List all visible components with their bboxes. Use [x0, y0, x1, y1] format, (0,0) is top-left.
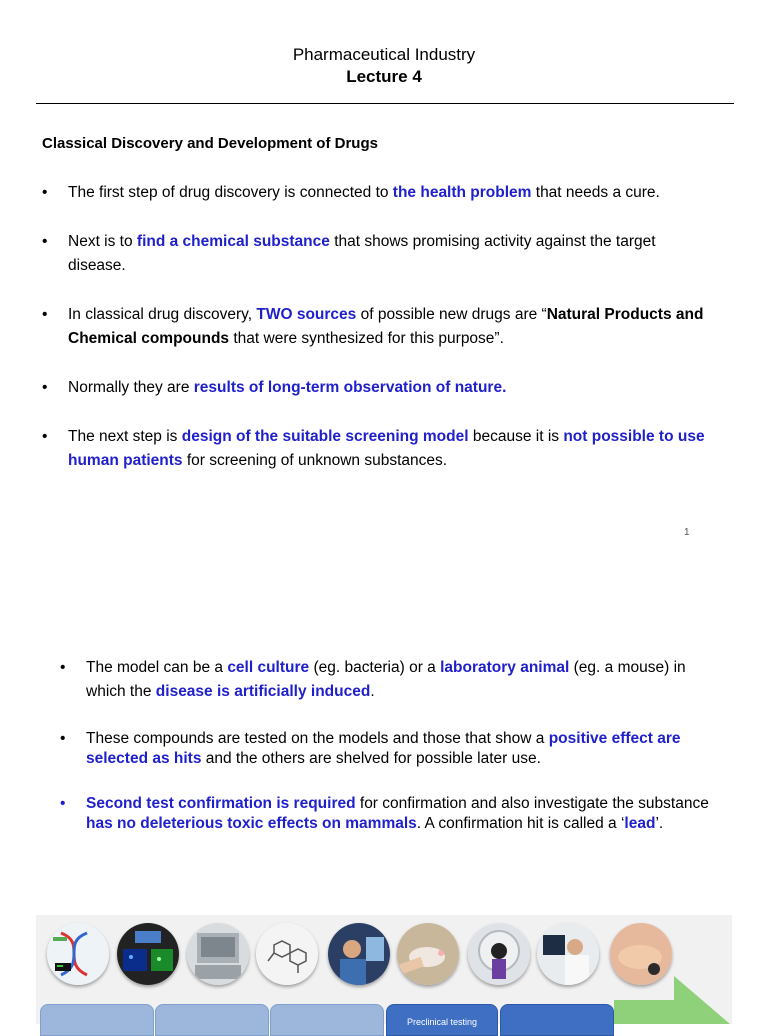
bullet-marker: • — [60, 795, 66, 812]
laboratory-image — [187, 923, 249, 985]
researcher-image — [328, 923, 390, 985]
pipeline-step-2 — [155, 1004, 269, 1036]
bullet-text: (eg. a mouse) in which the — [86, 659, 686, 700]
cell-culture-image — [117, 923, 179, 985]
mouse-image — [397, 923, 459, 985]
highlighted-text: has no deleterious toxic effects on mammals — [86, 815, 417, 832]
bullet-text: . — [370, 683, 375, 700]
bullet-text: The first step of drug discovery is connected to — [68, 184, 393, 201]
bullet-text: of possible new drugs are “ — [356, 306, 547, 323]
molecule-image — [256, 923, 318, 985]
bullet-marker: • — [42, 379, 48, 396]
highlighted-text: results of long-term observation of nature. — [193, 379, 507, 396]
bullet-text: and the others are shelved for possible later use. — [201, 750, 541, 767]
slide2-bullet-list — [60, 656, 716, 859]
pipeline-step-3 — [270, 1004, 384, 1036]
scanner-image — [468, 923, 530, 985]
pipeline-step-1 — [40, 1004, 154, 1036]
bullet-text: Next is to — [68, 233, 137, 250]
bullet-marker: • — [42, 428, 48, 445]
document-header — [0, 44, 768, 88]
bullet-marker: • — [42, 184, 48, 201]
pipeline-step-preclinical: Preclinical testing — [386, 1004, 498, 1036]
bullet-item — [60, 656, 716, 704]
bullet-text: that shows promising activity against the target disease. — [68, 233, 656, 274]
bullet-item — [42, 376, 708, 400]
bullet-item — [42, 425, 708, 473]
highlighted-text: disease is artificially induced — [155, 683, 371, 700]
dna-image — [47, 923, 109, 985]
bold-text: Natural Products and Chemical compounds — [68, 306, 704, 347]
bullet-marker: • — [60, 659, 66, 676]
bullet-text: (eg. bacteria) or a — [309, 659, 441, 676]
bullet-item — [42, 303, 708, 351]
bullet-text: for screening of unknown substances. — [182, 452, 448, 469]
bullet-item — [60, 729, 716, 769]
pipeline-step-5 — [500, 1004, 614, 1036]
bullet-text: The model can be a — [86, 659, 228, 676]
bullet-marker: • — [60, 730, 66, 747]
bullet-item — [42, 230, 708, 278]
bullet-text: Normally they are — [68, 379, 194, 396]
highlighted-text: find a chemical substance — [136, 233, 330, 250]
bullet-text: These compounds are tested on the models and those that show a — [86, 730, 549, 747]
bullet-text: The next step is — [68, 428, 182, 445]
highlighted-text: positive effect are selected as hits — [86, 730, 681, 767]
highlighted-text: the health problem — [392, 184, 532, 201]
lecture-number: Lecture 4 — [346, 67, 422, 86]
highlighted-text: design of the suitable screening model — [181, 428, 469, 445]
document-title: Pharmaceutical Industry — [292, 45, 476, 64]
header-divider — [36, 103, 734, 104]
highlighted-text: not possible to use human patients — [68, 428, 705, 469]
bullet-text: ’. — [655, 815, 664, 832]
bullet-text: In classical drug discovery, — [68, 306, 257, 323]
bullet-text: . A confirmation hit is called a ‘ — [416, 815, 625, 832]
bullet-marker: • — [42, 233, 48, 250]
highlighted-text: lead — [624, 815, 656, 832]
bullet-text: that were synthesized for this purpose”. — [229, 330, 504, 347]
pipeline-arrow-icon — [614, 976, 730, 1024]
highlighted-text: TWO sources — [256, 306, 357, 323]
bullet-text: because it is — [468, 428, 564, 445]
bullet-item — [60, 794, 716, 834]
page-number: 1 — [684, 527, 690, 538]
lab-scientist-image — [537, 923, 599, 985]
bullet-text: for confirmation and also investigate the substance — [355, 795, 709, 812]
highlighted-text: Second test confirmation is required — [86, 795, 356, 812]
bullet-marker: • — [42, 306, 48, 323]
section-heading: Classical Discovery and Development of Drugs — [42, 135, 378, 152]
slide1-bullet-list — [42, 181, 708, 498]
highlighted-text: laboratory animal — [440, 659, 570, 676]
highlighted-text: cell culture — [227, 659, 310, 676]
bullet-item — [42, 181, 708, 205]
bullet-text: that needs a cure. — [531, 184, 660, 201]
